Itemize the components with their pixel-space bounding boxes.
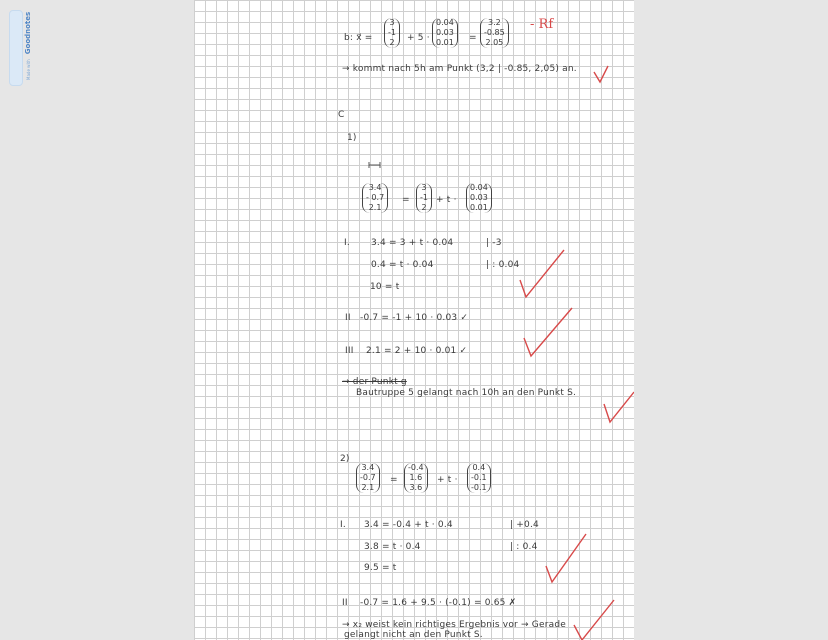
c1-vector-2: 0.04 0.03 0.01 xyxy=(466,183,492,213)
c1-conclusion: Bautruppe 5 gelangt nach 10h an den Punkt S. xyxy=(356,388,577,398)
b-vector-1: 3 -1 2 xyxy=(384,18,400,48)
c2-conclusion-2: gelangt nicht an den Punkt S. xyxy=(344,630,483,640)
c2-equals: = xyxy=(390,475,398,485)
check-mark-b xyxy=(594,66,608,82)
c1-row-5-num: III xyxy=(345,346,354,356)
b-conclusion: → kommt nach 5h am Punkt (3,2 | -0.85, 2,05) an. xyxy=(342,64,577,74)
c1-strikethrough: → der Punkt g xyxy=(342,377,407,387)
c2-row-3: 9.5 = t xyxy=(364,563,397,573)
check-mark-c2-row1 xyxy=(546,534,586,582)
c-part2: 2) xyxy=(340,454,350,464)
check-mark-c1-row4 xyxy=(524,308,572,356)
b-vector-3: 3.2 -0.85 2.05 xyxy=(480,18,509,48)
b-lhs: b: x⃗ = xyxy=(344,33,373,43)
b-vector-2: 0.04 0.03 0.01 xyxy=(432,18,458,48)
c2-row-1: 3.4 = -0.4 + t · 0.4 xyxy=(364,520,453,530)
c1-row-1-op: | -3 xyxy=(486,238,502,248)
c2-row-2: 3.8 = t · 0.4 xyxy=(364,542,421,552)
c2-conclusion-1: → x₂ weist kein richtiges Ergebnis vor → Gerade xyxy=(342,620,566,630)
c1-row-2-op: | : 0.04 xyxy=(486,260,520,270)
c1-vector-1: 3 -1 2 xyxy=(416,183,432,213)
c1-row-4-num: II xyxy=(345,313,351,323)
check-mark-c1-row1 xyxy=(520,250,564,297)
c1-lhs-vector: 3.4 - 0.7 2.1 xyxy=(362,183,388,213)
c1-row-2: 0.4 = t · 0.04 xyxy=(371,260,434,270)
c2-row-4: -0.7 = 1.6 + 9.5 · (-0.1) = 0.65 ✗ xyxy=(360,598,517,608)
c2-row-1-num: I. xyxy=(340,520,346,530)
c2-vector-1: -0.4 1.6 3.6 xyxy=(404,463,428,493)
c2-lhs-vector: 3.4 -0.7 2.1 xyxy=(356,463,380,493)
b-equals: = xyxy=(469,33,477,43)
goodnotes-label xyxy=(15,12,34,80)
c1-equals: = xyxy=(402,195,410,205)
app-name: Goodnotes xyxy=(24,11,32,55)
correction-marks xyxy=(194,0,634,640)
c-part1: 1) xyxy=(347,133,357,143)
b-mul: + 5 · xyxy=(407,33,430,43)
c2-row-1-op: | +0.4 xyxy=(510,520,539,530)
check-mark-c1-conclusion xyxy=(604,392,634,422)
notebook-page xyxy=(194,0,634,640)
c1-row-1: 3.4 = 3 + t · 0.04 xyxy=(371,238,454,248)
c-label: C xyxy=(338,110,345,120)
c2-vector-2: 0.4 -0.1 -0.1 xyxy=(467,463,491,493)
c2-row-4-num: II xyxy=(342,598,348,608)
c1-row-3: 10 = t xyxy=(370,282,400,292)
b-correction: - Rf xyxy=(530,17,554,32)
check-mark-c2-conclusion xyxy=(574,600,614,640)
c1-plus: + t · xyxy=(436,195,457,205)
c2-plus: + t · xyxy=(437,475,458,485)
c1-row-1-num: I. xyxy=(344,238,350,248)
c1-row-5: 2.1 = 2 + 10 · 0.01 ✓ xyxy=(366,346,468,356)
pencil-mark xyxy=(369,162,380,168)
c2-row-2-op: | : 0.4 xyxy=(510,542,538,552)
c1-row-4: -0.7 = -1 + 10 · 0.03 ✓ xyxy=(360,313,469,323)
made-with-text: Made with xyxy=(26,59,31,80)
